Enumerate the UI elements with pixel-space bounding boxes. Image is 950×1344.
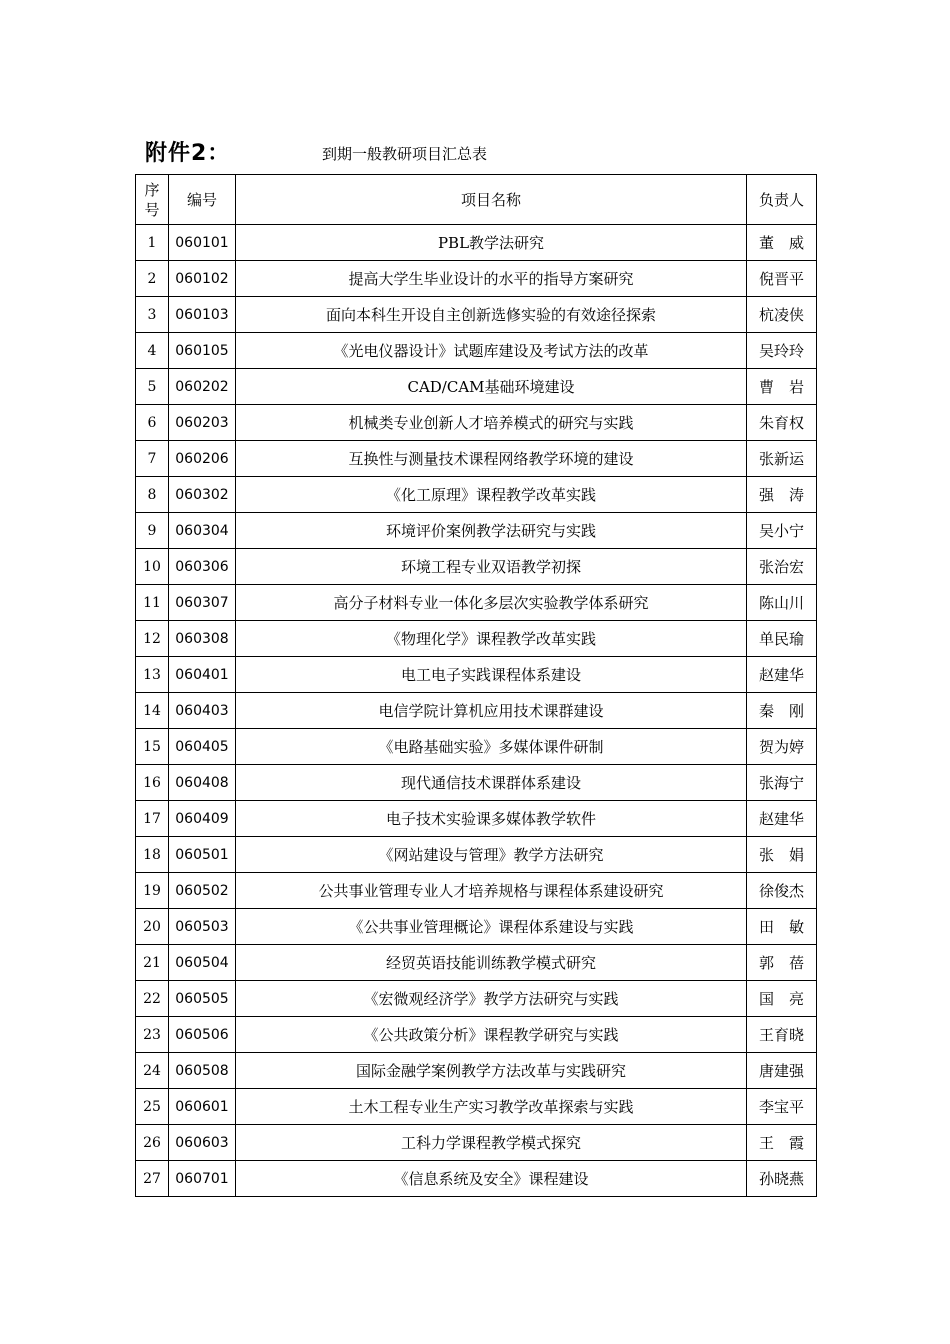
table-row — [136, 1089, 817, 1125]
cell-code: 060409 — [169, 801, 236, 837]
cell-seq: 23 — [136, 1017, 169, 1053]
cell-project-name: 土木工程专业生产实习教学改革探索与实践 — [236, 1089, 747, 1125]
cell-code: 060302 — [169, 477, 236, 513]
cell-code: 060501 — [169, 837, 236, 873]
cell-project-name: 《光电仪器设计》试题库建设及考试方法的改革 — [236, 333, 747, 369]
cell-project-name: 《信息系统及安全》课程建设 — [236, 1161, 747, 1197]
cell-seq: 27 — [136, 1161, 169, 1197]
cell-leader: 张 娟 — [747, 837, 817, 873]
table-row — [136, 765, 817, 801]
cell-project-name: 公共事业管理专业人才培养规格与课程体系建设研究 — [236, 873, 747, 909]
table-row — [136, 1161, 817, 1197]
cell-seq: 10 — [136, 549, 169, 585]
cell-seq: 12 — [136, 621, 169, 657]
cell-leader: 陈山川 — [747, 585, 817, 621]
table-row — [136, 585, 817, 621]
table-row — [136, 909, 817, 945]
cell-leader: 曹 岩 — [747, 369, 817, 405]
cell-code: 060601 — [169, 1089, 236, 1125]
cell-leader: 国 亮 — [747, 981, 817, 1017]
cell-leader: 强 涛 — [747, 477, 817, 513]
cell-seq: 24 — [136, 1053, 169, 1089]
column-header-seq-label: 序号 — [144, 180, 160, 219]
cell-project-name: PBL教学法研究 — [236, 225, 747, 261]
project-summary-table — [135, 174, 817, 1197]
table-row — [136, 1053, 817, 1089]
table-row — [136, 657, 817, 693]
cell-seq: 13 — [136, 657, 169, 693]
cell-project-name: 环境工程专业双语教学初探 — [236, 549, 747, 585]
cell-seq: 19 — [136, 873, 169, 909]
cell-seq: 1 — [136, 225, 169, 261]
cell-project-name: CAD/CAM基础环境建设 — [236, 369, 747, 405]
cell-project-name: 《公共事业管理概论》课程体系建设与实践 — [236, 909, 747, 945]
cell-project-name: 现代通信技术课群体系建设 — [236, 765, 747, 801]
cell-project-name: 《公共政策分析》课程教学研究与实践 — [236, 1017, 747, 1053]
cell-code: 060308 — [169, 621, 236, 657]
cell-code: 060306 — [169, 549, 236, 585]
cell-code: 060408 — [169, 765, 236, 801]
cell-code: 060206 — [169, 441, 236, 477]
table-row — [136, 513, 817, 549]
cell-seq: 17 — [136, 801, 169, 837]
cell-project-name: 《宏微观经济学》教学方法研究与实践 — [236, 981, 747, 1017]
cell-project-name: 电工电子实践课程体系建设 — [236, 657, 747, 693]
cell-code: 060101 — [169, 225, 236, 261]
cell-leader: 吴玲玲 — [747, 333, 817, 369]
cell-seq: 6 — [136, 405, 169, 441]
table-row — [136, 1125, 817, 1161]
cell-seq: 15 — [136, 729, 169, 765]
cell-code: 060103 — [169, 297, 236, 333]
table-body — [136, 225, 817, 1197]
attachment-label: 附件2： — [145, 141, 231, 166]
table-row — [136, 837, 817, 873]
table-row — [136, 405, 817, 441]
table-header-row — [136, 175, 817, 225]
table-row — [136, 693, 817, 729]
cell-seq: 16 — [136, 765, 169, 801]
cell-leader: 秦 刚 — [747, 693, 817, 729]
column-header-name: 项目名称 — [236, 175, 747, 225]
cell-leader: 王育晓 — [747, 1017, 817, 1053]
cell-code: 060603 — [169, 1125, 236, 1161]
cell-leader: 王 霞 — [747, 1125, 817, 1161]
cell-code: 060105 — [169, 333, 236, 369]
cell-project-name: 《网站建设与管理》教学方法研究 — [236, 837, 747, 873]
cell-project-name: 环境评价案例教学法研究与实践 — [236, 513, 747, 549]
cell-leader: 李宝平 — [747, 1089, 817, 1125]
cell-project-name: 经贸英语技能训练教学模式研究 — [236, 945, 747, 981]
cell-leader: 朱育权 — [747, 405, 817, 441]
cell-project-name: 电子技术实验课多媒体教学软件 — [236, 801, 747, 837]
cell-project-name: 《化工原理》课程教学改革实践 — [236, 477, 747, 513]
cell-project-name: 互换性与测量技术课程网络教学环境的建设 — [236, 441, 747, 477]
table-row — [136, 441, 817, 477]
cell-project-name: 工科力学课程教学模式探究 — [236, 1125, 747, 1161]
cell-project-name: 机械类专业创新人才培养模式的研究与实践 — [236, 405, 747, 441]
cell-leader: 吴小宁 — [747, 513, 817, 549]
table-row — [136, 945, 817, 981]
table-row — [136, 1017, 817, 1053]
column-header-code: 编号 — [169, 175, 236, 225]
cell-leader: 孙晓燕 — [747, 1161, 817, 1197]
table-row — [136, 549, 817, 585]
cell-code: 060307 — [169, 585, 236, 621]
cell-project-name: 《物理化学》课程教学改革实践 — [236, 621, 747, 657]
cell-leader: 赵建华 — [747, 801, 817, 837]
cell-seq: 7 — [136, 441, 169, 477]
cell-code: 060304 — [169, 513, 236, 549]
cell-leader: 张海宁 — [747, 765, 817, 801]
cell-leader: 郭 蓓 — [747, 945, 817, 981]
cell-seq: 22 — [136, 981, 169, 1017]
cell-code: 060405 — [169, 729, 236, 765]
cell-seq: 9 — [136, 513, 169, 549]
cell-seq: 21 — [136, 945, 169, 981]
cell-leader: 田 敏 — [747, 909, 817, 945]
cell-code: 060503 — [169, 909, 236, 945]
table-row — [136, 981, 817, 1017]
cell-code: 060508 — [169, 1053, 236, 1089]
cell-seq: 18 — [136, 837, 169, 873]
cell-leader: 张治宏 — [747, 549, 817, 585]
cell-project-name: 高分子材料专业一体化多层次实验教学体系研究 — [236, 585, 747, 621]
cell-seq: 2 — [136, 261, 169, 297]
cell-project-name: 电信学院计算机应用技术课群建设 — [236, 693, 747, 729]
cell-seq: 4 — [136, 333, 169, 369]
cell-leader: 徐俊杰 — [747, 873, 817, 909]
cell-seq: 11 — [136, 585, 169, 621]
cell-seq: 8 — [136, 477, 169, 513]
cell-leader: 张新运 — [747, 441, 817, 477]
table-row — [136, 801, 817, 837]
cell-code: 060203 — [169, 405, 236, 441]
cell-leader: 唐建强 — [747, 1053, 817, 1089]
cell-code: 060701 — [169, 1161, 236, 1197]
cell-project-name: 国际金融学案例教学方法改革与实践研究 — [236, 1053, 747, 1089]
cell-code: 060102 — [169, 261, 236, 297]
table-row — [136, 621, 817, 657]
cell-seq: 25 — [136, 1089, 169, 1125]
table-row — [136, 297, 817, 333]
cell-leader: 倪晋平 — [747, 261, 817, 297]
cell-project-name: 提高大学生毕业设计的水平的指导方案研究 — [236, 261, 747, 297]
table-row — [136, 477, 817, 513]
cell-seq: 14 — [136, 693, 169, 729]
column-header-seq — [136, 175, 169, 225]
cell-leader: 单民瑜 — [747, 621, 817, 657]
cell-code: 060401 — [169, 657, 236, 693]
cell-code: 060403 — [169, 693, 236, 729]
cell-code: 060506 — [169, 1017, 236, 1053]
cell-leader: 贺为婷 — [747, 729, 817, 765]
cell-leader: 杭凌侠 — [747, 297, 817, 333]
cell-project-name: 《电路基础实验》多媒体课件研制 — [236, 729, 747, 765]
cell-leader: 董 威 — [747, 225, 817, 261]
cell-seq: 20 — [136, 909, 169, 945]
cell-code: 060502 — [169, 873, 236, 909]
cell-project-name: 面向本科生开设自主创新选修实验的有效途径探索 — [236, 297, 747, 333]
cell-seq: 5 — [136, 369, 169, 405]
cell-leader: 赵建华 — [747, 657, 817, 693]
table-row — [136, 369, 817, 405]
document-title: 到期一般教研项目汇总表 — [322, 145, 488, 163]
cell-seq: 3 — [136, 297, 169, 333]
cell-seq: 26 — [136, 1125, 169, 1161]
table-row — [136, 261, 817, 297]
cell-code: 060505 — [169, 981, 236, 1017]
table-row — [136, 873, 817, 909]
cell-code: 060202 — [169, 369, 236, 405]
table-row — [136, 225, 817, 261]
table-row — [136, 729, 817, 765]
cell-code: 060504 — [169, 945, 236, 981]
column-header-leader: 负责人 — [747, 175, 817, 225]
table-row — [136, 333, 817, 369]
